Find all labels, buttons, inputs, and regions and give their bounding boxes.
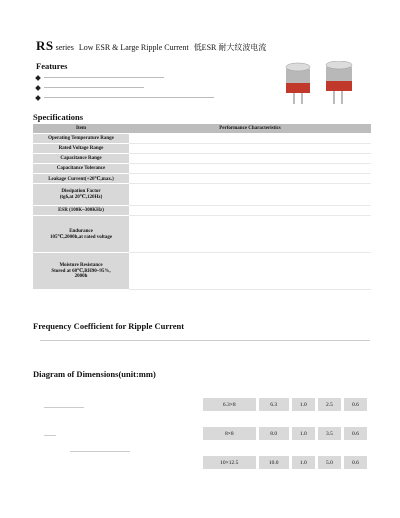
dimension-row	[203, 427, 367, 440]
diamond-bullet-icon	[35, 85, 41, 91]
table-header-row	[33, 124, 371, 134]
row-label: Operating Temperature Range	[33, 134, 129, 144]
specifications-table	[33, 124, 371, 290]
dimension-cell: 10×12.5	[203, 456, 256, 469]
row-label	[33, 216, 129, 253]
row-value	[129, 206, 371, 216]
row-label-line2: (tgδ,at 20℃,120Hz)	[59, 195, 103, 200]
row-label: ESR (100K~300KHz)	[33, 206, 129, 216]
table-row	[33, 154, 371, 164]
dimension-cell: 8×8	[203, 427, 256, 440]
dimension-row	[203, 398, 367, 411]
series-name: RS	[36, 38, 54, 53]
row-value	[129, 253, 371, 290]
dimension-cell: 1.0	[292, 427, 315, 440]
dimension-cell: 6.3	[259, 398, 289, 411]
table-row	[33, 144, 371, 154]
feature-item	[36, 75, 164, 81]
dimension-cell: 6.3×8	[203, 398, 256, 411]
dimension-cell: 1.0	[292, 456, 315, 469]
header-characteristics: Performance Characteristics	[129, 124, 371, 134]
dimension-cell: 1.0	[292, 398, 315, 411]
series-subtitle: Low ESR & Large Ripple Current	[78, 43, 189, 52]
dimension-cell: 2.5	[318, 398, 341, 411]
row-value	[129, 174, 371, 184]
dimension-row	[203, 456, 367, 469]
dimensions-heading: Diagram of Dimensions(unit:mm)	[33, 369, 156, 379]
capacitor-left	[286, 63, 310, 104]
table-row	[33, 206, 371, 216]
table-row	[33, 184, 371, 206]
table-row	[33, 164, 371, 174]
row-label-line3: 2000h	[74, 274, 88, 279]
feature-item	[36, 85, 144, 91]
dimension-cell: 10.0	[259, 456, 289, 469]
specifications-heading: Specifications	[33, 112, 84, 122]
capacitor-right	[326, 61, 352, 104]
series-subtitle-chinese: 低ESR 耐大纹波电流	[193, 43, 267, 52]
table-row	[33, 253, 371, 290]
dimension-cell: 0.6	[344, 398, 367, 411]
diamond-bullet-icon	[35, 95, 41, 101]
dimension-cell: 0.6	[344, 456, 367, 469]
row-value	[129, 164, 371, 174]
frequency-heading: Frequency Coefficient for Ripple Current	[33, 321, 185, 331]
row-label	[33, 253, 129, 290]
row-label: Capacitance Tolerance	[33, 164, 129, 174]
row-label-line1: Moisture Resistance	[59, 263, 103, 268]
dimension-cell: 3.5	[318, 427, 341, 440]
row-value	[129, 216, 371, 253]
table-row	[33, 134, 371, 144]
row-label: Capacitance Range	[33, 154, 129, 164]
feature-item	[36, 95, 214, 101]
header-item: Item	[33, 124, 129, 134]
dimension-cell: 0.6	[344, 427, 367, 440]
table-row	[33, 216, 371, 253]
row-value	[129, 144, 371, 154]
table-row	[33, 174, 371, 184]
series-suffix: series	[55, 43, 74, 52]
row-label: Rated Voltage Range	[33, 144, 129, 154]
dimension-cell: 8.0	[259, 427, 289, 440]
row-value	[129, 134, 371, 144]
row-label-line2: 105℃,2000h,at rated voltage	[49, 234, 113, 240]
row-label	[33, 184, 129, 206]
frequency-table-placeholder	[40, 340, 370, 341]
capacitor-image	[274, 61, 366, 105]
row-value	[129, 184, 371, 206]
row-value	[129, 154, 371, 164]
dimensions-table	[200, 398, 370, 469]
diamond-bullet-icon	[35, 75, 41, 81]
dimension-cell: 5.0	[318, 456, 341, 469]
dimension-diagram	[40, 395, 160, 465]
features-heading: Features	[36, 61, 68, 71]
row-label-line2: Stored at 60℃,RH90~95%,	[51, 269, 111, 274]
row-label-line1: Endurance	[69, 228, 93, 234]
row-label-line1: Dissipation Factor	[61, 189, 101, 194]
document-title	[36, 38, 266, 54]
row-label: Leakage Current(+20℃,max.)	[33, 174, 129, 184]
